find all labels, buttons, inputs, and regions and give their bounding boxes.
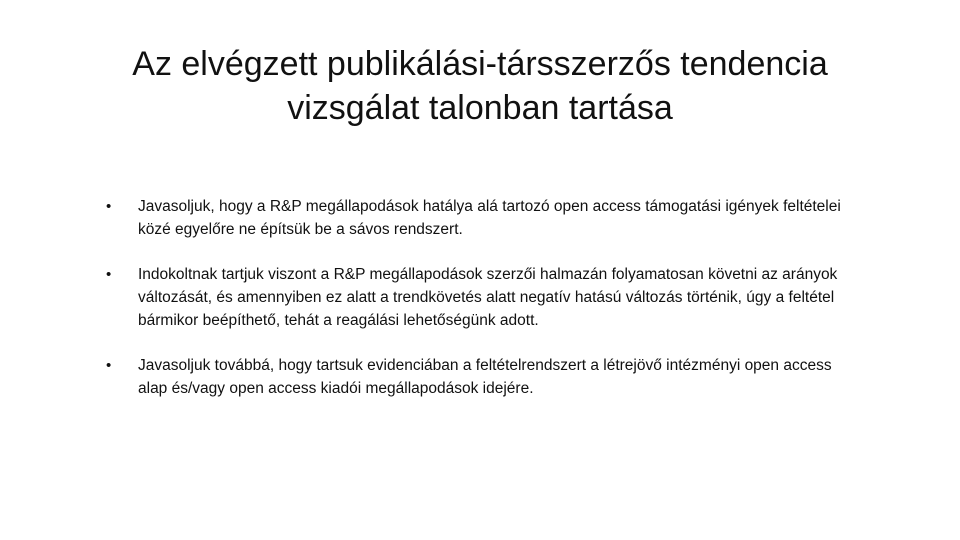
bullet-icon: • [106, 266, 112, 283]
bullet-item [104, 195, 844, 241]
bullet-text: Javasoljuk továbbá, hogy tartsuk evidenciában a feltételrendszert a létrejövő intézményi open access alap és/vagy open access kiadói megállapodások idejére. [138, 357, 832, 397]
bullet-item [104, 263, 844, 332]
bullet-text: Javasoljuk, hogy a R&P megállapodások hatálya alá tartozó open access támogatási igények feltételei közé egyelőre ne építsük be a sávos rendszert. [138, 198, 841, 238]
slide-title [60, 42, 900, 130]
bullet-text: Indokoltnak tartjuk viszont a R&P megállapodások szerzői halmazán folyamatosan követni az arányok változását, és amennyiben ez alatt a trendkövetés alatt negatív hatású változás történik, úgy a feltétel bármikor beépíthető, tehát a reagálási lehetőségünk adott. [138, 266, 838, 329]
bullet-list [104, 195, 844, 400]
slide-title-line-1: Az elvégzett publikálási-társszerzős tendencia [132, 45, 828, 83]
slide-title-line-2: vizsgálat talonban tartása [287, 89, 673, 127]
bullet-icon: • [106, 198, 112, 215]
bullet-icon: • [106, 357, 112, 374]
bullet-item [104, 354, 844, 400]
